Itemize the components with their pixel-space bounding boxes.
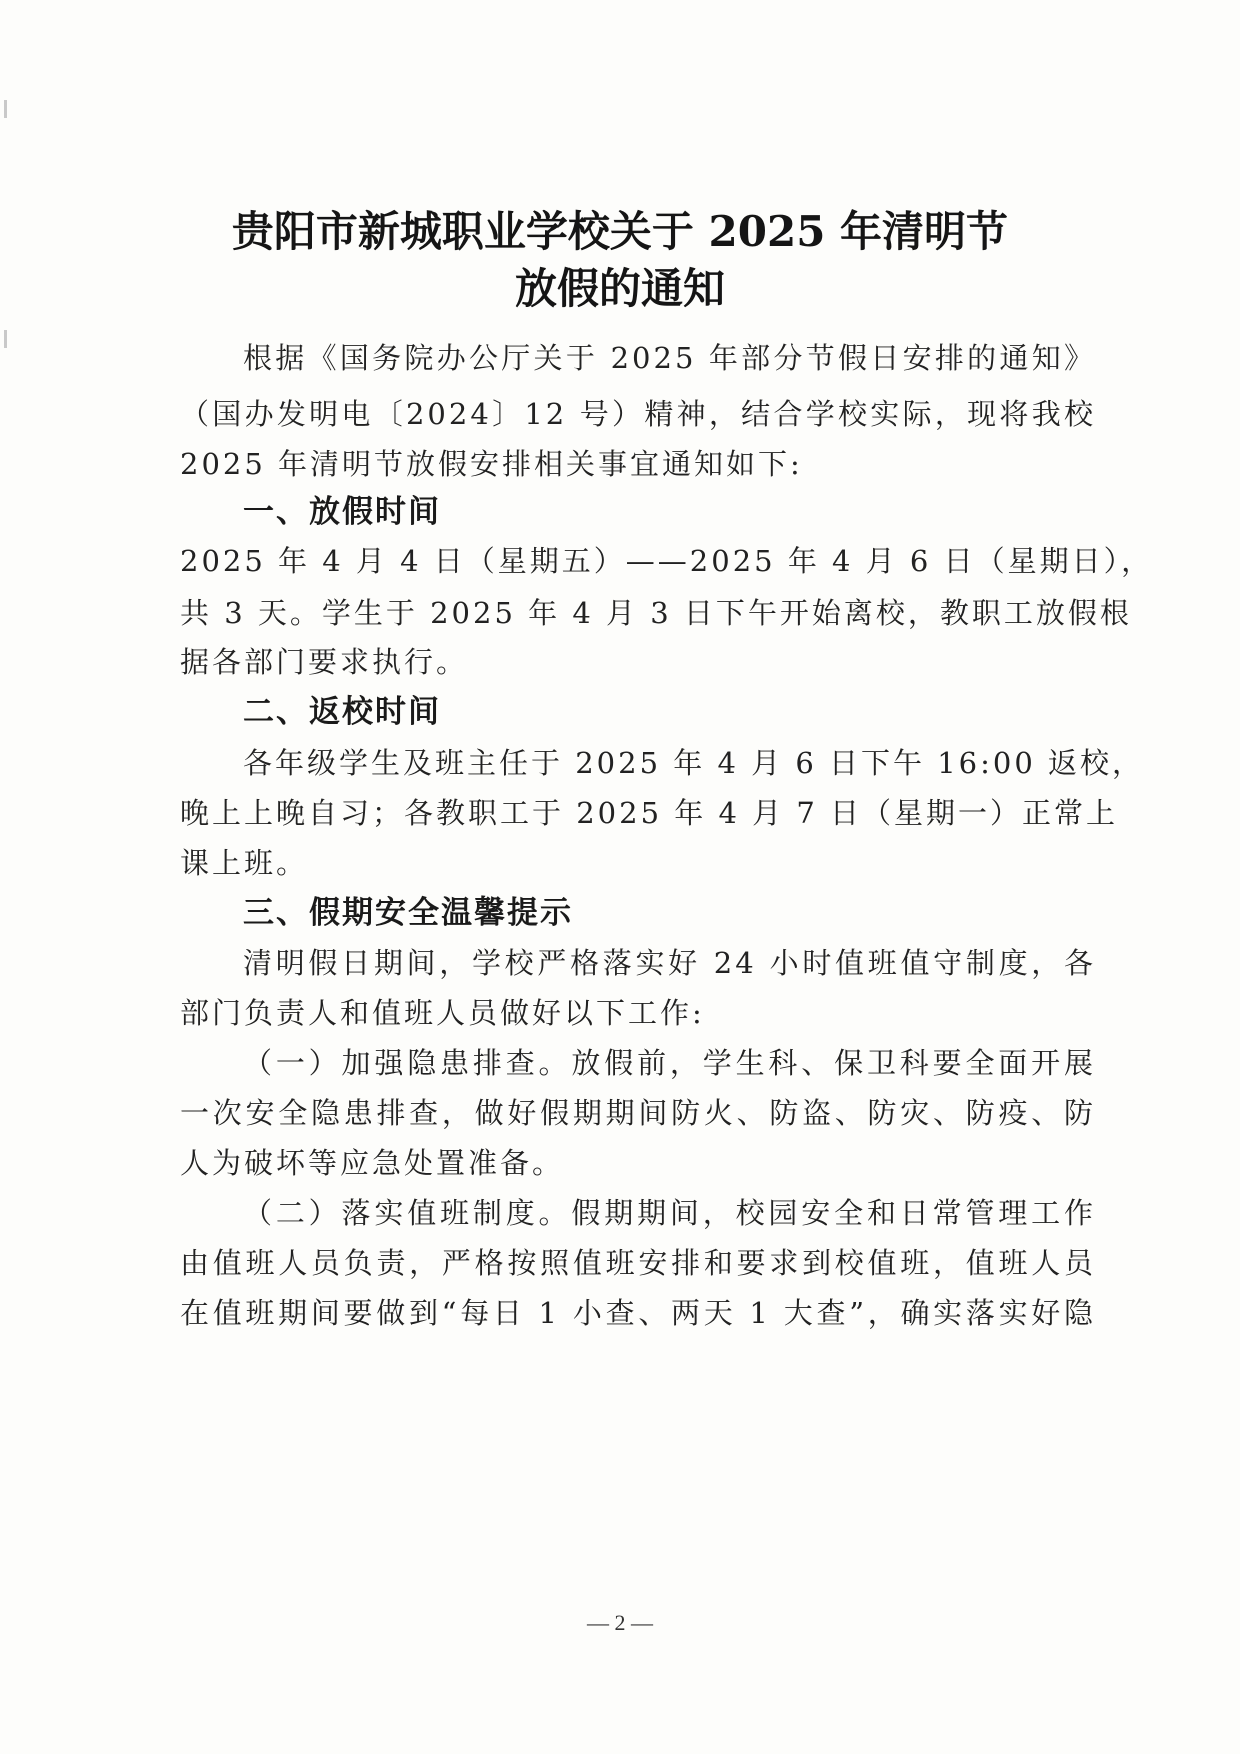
item1-line: （一）加强隐患排查。放假前，学生科、保卫科要全面开展 bbox=[243, 1046, 1096, 1080]
item1-line: 一次安全隐患排查，做好假期期间防火、防盗、防灾、防疫、防 bbox=[180, 1096, 1096, 1130]
section3-line: 部门负责人和值班人员做好以下工作: bbox=[180, 996, 705, 1030]
section-heading-holiday-time: 一、放假时间 bbox=[243, 494, 441, 530]
item2-line: 在值班期间要做到“每日 1 小查、两天 1 大查”，确实落实好隐 bbox=[180, 1296, 1096, 1330]
intro-line: （国办发明电〔2024〕12 号）精神，结合学校实际，现将我校 bbox=[180, 397, 1096, 431]
section1-line: 2025 年 4 月 4 日（星期五）——2025 年 4 月 6 日（星期日）， bbox=[180, 544, 1154, 578]
item2-line: 由值班人员负责，严格按照值班安排和要求到校值班，值班人员 bbox=[180, 1246, 1096, 1280]
page-number: — 2 — bbox=[587, 1610, 653, 1635]
section2-line: 课上班。 bbox=[180, 846, 309, 880]
section1-line: 据各部门要求执行。 bbox=[180, 645, 469, 679]
scan-edge-mark bbox=[4, 100, 7, 118]
section-heading-return-time: 二、返校时间 bbox=[243, 694, 441, 730]
section2-line: 各年级学生及班主任于 2025 年 4 月 6 日下午 16:00 返校， bbox=[243, 746, 1145, 780]
intro-line: 根据《国务院办公厅关于 2025 年部分节假日安排的通知》 bbox=[243, 341, 1096, 375]
item2-line: （二）落实值班制度。假期期间，校园安全和日常管理工作 bbox=[243, 1196, 1096, 1230]
document-title-line2: 放假的通知 bbox=[514, 264, 725, 313]
section2-line: 晚上上晚自习；各教职工于 2025 年 4 月 7 日（星期一）正常上 bbox=[180, 796, 1119, 830]
section1-line: 共 3 天。学生于 2025 年 4 月 3 日下午开始离校，教职工放假根 bbox=[180, 596, 1132, 630]
document-title-line1: 贵阳市新城职业学校关于 2025 年清明节 bbox=[231, 207, 1009, 256]
section-heading-safety-tips: 三、假期安全温馨提示 bbox=[243, 895, 573, 931]
scan-edge-mark bbox=[4, 330, 7, 348]
intro-line: 2025 年清明节放假安排相关事宜通知如下: bbox=[180, 447, 803, 481]
item1-line: 人为破坏等应急处置准备。 bbox=[180, 1146, 565, 1180]
section3-line: 清明假日期间，学校严格落实好 24 小时值班值守制度，各 bbox=[243, 946, 1096, 980]
